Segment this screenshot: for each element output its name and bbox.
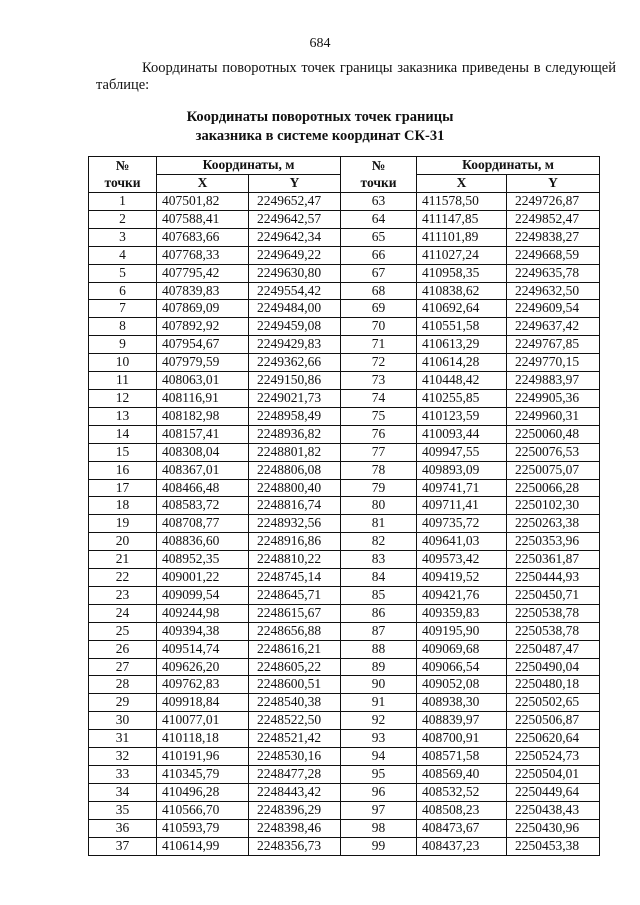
table-row [89,228,600,246]
x-value-cell: 407501,82 [157,193,249,211]
point-number-cell: 28 [89,676,157,694]
x-value-cell: 408473,67 [417,819,507,837]
y-value-cell: 2250444,93 [507,569,600,587]
y-value-cell: 2249770,15 [507,354,600,372]
x-value-cell: 408308,04 [157,443,249,461]
x-value-cell: 410838,62 [417,282,507,300]
y-value-cell: 2249642,57 [249,210,341,228]
point-number-cell: 84 [341,569,417,587]
y-value-cell: 2248916,86 [249,533,341,551]
y-value-cell: 2248443,42 [249,783,341,801]
x-value-cell: 409069,68 [417,640,507,658]
point-number-header [341,157,417,193]
point-number-cell: 31 [89,730,157,748]
y-value-cell: 2248656,88 [249,622,341,640]
table-row [89,300,600,318]
point-number-cell: 98 [341,819,417,837]
point-number-cell: 69 [341,300,417,318]
point-number-cell: 23 [89,586,157,604]
x-value-cell: 410496,28 [157,783,249,801]
y-value-cell: 2249150,86 [249,372,341,390]
table-row [89,210,600,228]
x-value-cell: 407869,09 [157,300,249,318]
x-value-cell: 409514,74 [157,640,249,658]
point-number-cell: 77 [341,443,417,461]
x-value-cell: 410255,85 [417,389,507,407]
x-value-cell: 408437,23 [417,837,507,855]
x-value-cell: 410093,44 [417,425,507,443]
x-value-cell: 409711,41 [417,497,507,515]
point-number-cell: 9 [89,336,157,354]
table-row [89,407,600,425]
coordinates-table [88,156,600,856]
coordinates-header-right: Координаты, м [417,157,600,175]
point-number-cell: 37 [89,837,157,855]
x-value-cell: 408952,35 [157,551,249,569]
y-value-cell: 2249649,22 [249,246,341,264]
intro-paragraph: Координаты поворотных точек границы заказника приведены в следующей таблице: [96,60,616,93]
x-value-cell: 409244,98 [157,604,249,622]
point-number-cell: 87 [341,622,417,640]
y-value-cell: 2249905,36 [507,389,600,407]
y-value-cell: 2249609,54 [507,300,600,318]
x-value-cell: 409626,20 [157,658,249,676]
point-number-cell: 15 [89,443,157,461]
point-number-cell: 4 [89,246,157,264]
x-value-cell: 409394,38 [157,622,249,640]
x-value-cell: 407795,42 [157,264,249,282]
x-value-cell: 408569,40 [417,766,507,784]
point-number-cell: 32 [89,748,157,766]
point-number-cell: 67 [341,264,417,282]
point-number-cell: 24 [89,604,157,622]
point-number-cell: 91 [341,694,417,712]
point-number-label: точки [360,174,397,190]
point-number-cell: 88 [341,640,417,658]
y-value-cell: 2250060,48 [507,425,600,443]
y-value-cell: 2249642,34 [249,228,341,246]
table-row [89,336,600,354]
x-value-cell: 408466,48 [157,479,249,497]
point-number-cell: 95 [341,766,417,784]
table-row [89,193,600,211]
x-value-cell: 410551,58 [417,318,507,336]
x-value-cell: 411578,50 [417,193,507,211]
point-number-cell: 82 [341,533,417,551]
x-value-cell: 409099,54 [157,586,249,604]
y-value-cell: 2249429,83 [249,336,341,354]
caption-line-2: заказника в системе координат СК-31 [195,128,445,144]
table-row [89,748,600,766]
point-number-cell: 65 [341,228,417,246]
table-row [89,551,600,569]
x-value-cell: 410345,79 [157,766,249,784]
x-column-header: X [417,175,507,193]
y-value-cell: 2248800,40 [249,479,341,497]
x-value-cell: 409052,08 [417,676,507,694]
x-value-cell: 409735,72 [417,515,507,533]
x-value-cell: 410448,42 [417,372,507,390]
table-row [89,372,600,390]
y-value-cell: 2248396,29 [249,801,341,819]
table-row [89,586,600,604]
y-value-cell: 2248398,46 [249,819,341,837]
point-number-cell: 81 [341,515,417,533]
table-row [89,246,600,264]
x-value-cell: 407954,67 [157,336,249,354]
y-value-cell: 2249635,78 [507,264,600,282]
table-row [89,819,600,837]
x-value-cell: 408938,30 [417,694,507,712]
y-value-cell: 2250066,28 [507,479,600,497]
point-number-cell: 16 [89,461,157,479]
point-number-cell: 64 [341,210,417,228]
table-row [89,389,600,407]
y-value-cell: 2249554,42 [249,282,341,300]
point-number-cell: 27 [89,658,157,676]
y-value-cell: 2250450,71 [507,586,600,604]
x-value-cell: 408508,23 [417,801,507,819]
x-value-cell: 410123,59 [417,407,507,425]
y-value-cell: 2250076,53 [507,443,600,461]
point-number-label: точки [104,174,141,190]
point-number-cell: 36 [89,819,157,837]
caption-line-1: Координаты поворотных точек границы [186,109,454,125]
point-number-cell: 2 [89,210,157,228]
x-value-cell: 409741,71 [417,479,507,497]
x-value-cell: 408583,72 [157,497,249,515]
y-value-cell: 2250430,96 [507,819,600,837]
point-number-cell: 92 [341,712,417,730]
y-value-cell: 2249459,08 [249,318,341,336]
y-value-cell: 2250438,43 [507,801,600,819]
x-value-cell: 409641,03 [417,533,507,551]
y-value-cell: 2250075,07 [507,461,600,479]
table-row [89,425,600,443]
x-value-cell: 408836,60 [157,533,249,551]
point-number-cell: 83 [341,551,417,569]
x-value-cell: 407892,92 [157,318,249,336]
y-value-cell: 2248958,49 [249,407,341,425]
y-value-cell: 2250502,65 [507,694,600,712]
x-value-cell: 411147,85 [417,210,507,228]
y-value-cell: 2248521,42 [249,730,341,748]
x-value-cell: 409421,76 [417,586,507,604]
x-value-cell: 409066,54 [417,658,507,676]
point-number-cell: 73 [341,372,417,390]
point-number-cell: 78 [341,461,417,479]
point-number-cell: 12 [89,389,157,407]
point-number-symbol: № [115,157,130,173]
point-number-cell: 79 [341,479,417,497]
x-value-cell: 407768,33 [157,246,249,264]
point-number-cell: 90 [341,676,417,694]
y-value-cell: 2249726,87 [507,193,600,211]
x-value-cell: 408839,97 [417,712,507,730]
y-value-cell: 2249852,47 [507,210,600,228]
x-value-cell: 410566,70 [157,801,249,819]
point-number-cell: 76 [341,425,417,443]
y-value-cell: 2248600,51 [249,676,341,694]
x-value-cell: 407979,59 [157,354,249,372]
point-number-cell: 75 [341,407,417,425]
point-number-cell: 17 [89,479,157,497]
table-row [89,622,600,640]
page-number: 684 [309,36,331,51]
x-value-cell: 410958,35 [417,264,507,282]
table-caption [0,108,640,146]
table-row [89,658,600,676]
point-number-cell: 10 [89,354,157,372]
point-number-cell: 7 [89,300,157,318]
x-value-cell: 409195,90 [417,622,507,640]
y-value-cell: 2250361,87 [507,551,600,569]
point-number-cell: 3 [89,228,157,246]
x-value-cell: 408157,41 [157,425,249,443]
point-number-cell: 85 [341,586,417,604]
point-number-cell: 1 [89,193,157,211]
x-value-cell: 409762,83 [157,676,249,694]
point-number-cell: 30 [89,712,157,730]
y-value-cell: 2250449,64 [507,783,600,801]
x-value-cell: 408367,01 [157,461,249,479]
y-value-cell: 2248616,21 [249,640,341,658]
point-number-cell: 80 [341,497,417,515]
point-number-cell: 5 [89,264,157,282]
table-row [89,801,600,819]
y-value-cell: 2249838,27 [507,228,600,246]
point-number-cell: 26 [89,640,157,658]
point-number-cell: 19 [89,515,157,533]
y-value-cell: 2248530,16 [249,748,341,766]
x-value-cell: 409893,09 [417,461,507,479]
table-row [89,515,600,533]
y-value-cell: 2249652,47 [249,193,341,211]
table-row [89,533,600,551]
y-value-cell: 2250538,78 [507,622,600,640]
y-value-cell: 2250480,18 [507,676,600,694]
y-value-cell: 2248477,28 [249,766,341,784]
y-value-cell: 2248645,71 [249,586,341,604]
y-value-cell: 2248522,50 [249,712,341,730]
x-value-cell: 408532,52 [417,783,507,801]
y-value-cell: 2249021,73 [249,389,341,407]
point-number-cell: 86 [341,604,417,622]
y-value-cell: 2248936,82 [249,425,341,443]
y-value-cell: 2250524,73 [507,748,600,766]
point-number-symbol: № [371,157,386,173]
y-value-cell: 2250620,64 [507,730,600,748]
x-value-cell: 408571,58 [417,748,507,766]
x-value-cell: 410118,18 [157,730,249,748]
y-value-cell: 2249883,97 [507,372,600,390]
point-number-cell: 14 [89,425,157,443]
y-column-header: Y [249,175,341,193]
y-value-cell: 2250506,87 [507,712,600,730]
y-value-cell: 2250490,04 [507,658,600,676]
point-number-cell: 99 [341,837,417,855]
table-row [89,783,600,801]
point-number-cell: 13 [89,407,157,425]
y-value-cell: 2250538,78 [507,604,600,622]
table-row [89,461,600,479]
y-value-cell: 2249362,66 [249,354,341,372]
point-number-cell: 96 [341,783,417,801]
y-value-cell: 2249637,42 [507,318,600,336]
point-number-cell: 89 [341,658,417,676]
y-value-cell: 2250504,01 [507,766,600,784]
y-value-cell: 2250453,38 [507,837,600,855]
point-number-cell: 74 [341,389,417,407]
table-row [89,837,600,855]
x-value-cell: 408116,91 [157,389,249,407]
y-value-cell: 2248810,22 [249,551,341,569]
point-number-cell: 63 [341,193,417,211]
x-value-cell: 410077,01 [157,712,249,730]
y-value-cell: 2248801,82 [249,443,341,461]
point-number-cell: 34 [89,783,157,801]
y-value-cell: 2250487,47 [507,640,600,658]
point-number-header [89,157,157,193]
point-number-cell: 35 [89,801,157,819]
y-column-header: Y [507,175,600,193]
point-number-cell: 68 [341,282,417,300]
table-row [89,676,600,694]
x-value-cell: 408063,01 [157,372,249,390]
point-number-cell: 18 [89,497,157,515]
x-column-header: X [157,175,249,193]
table-row [89,264,600,282]
x-value-cell: 410614,28 [417,354,507,372]
y-value-cell: 2250102,30 [507,497,600,515]
x-value-cell: 409001,22 [157,569,249,587]
x-value-cell: 409419,52 [417,569,507,587]
point-number-cell: 94 [341,748,417,766]
x-value-cell: 408700,91 [417,730,507,748]
y-value-cell: 2250353,96 [507,533,600,551]
table-row [89,443,600,461]
x-value-cell: 409359,83 [417,604,507,622]
y-value-cell: 2249632,50 [507,282,600,300]
y-value-cell: 2249484,00 [249,300,341,318]
y-value-cell: 2249630,80 [249,264,341,282]
table-row [89,730,600,748]
table-row [89,712,600,730]
x-value-cell: 408182,98 [157,407,249,425]
point-number-cell: 6 [89,282,157,300]
point-number-cell: 70 [341,318,417,336]
y-value-cell: 2248745,14 [249,569,341,587]
table-row [89,694,600,712]
table-row [89,766,600,784]
table-body [89,193,600,856]
table-row [89,318,600,336]
y-value-cell: 2248605,22 [249,658,341,676]
x-value-cell: 408708,77 [157,515,249,533]
point-number-cell: 97 [341,801,417,819]
point-number-cell: 71 [341,336,417,354]
point-number-cell: 66 [341,246,417,264]
x-value-cell: 407839,83 [157,282,249,300]
y-value-cell: 2249960,31 [507,407,600,425]
x-value-cell: 410593,79 [157,819,249,837]
table-row [89,282,600,300]
x-value-cell: 409947,55 [417,443,507,461]
table-row [89,497,600,515]
table-row [89,604,600,622]
y-value-cell: 2248932,56 [249,515,341,533]
y-value-cell: 2248816,74 [249,497,341,515]
y-value-cell: 2250263,38 [507,515,600,533]
y-value-cell: 2248356,73 [249,837,341,855]
point-number-cell: 21 [89,551,157,569]
table-row [89,354,600,372]
x-value-cell: 410191,96 [157,748,249,766]
x-value-cell: 410692,64 [417,300,507,318]
table-row [89,569,600,587]
x-value-cell: 411027,24 [417,246,507,264]
x-value-cell: 409573,42 [417,551,507,569]
point-number-cell: 8 [89,318,157,336]
x-value-cell: 410613,29 [417,336,507,354]
y-value-cell: 2249668,59 [507,246,600,264]
point-number-cell: 25 [89,622,157,640]
y-value-cell: 2249767,85 [507,336,600,354]
x-value-cell: 410614,99 [157,837,249,855]
table-row [89,640,600,658]
point-number-cell: 20 [89,533,157,551]
point-number-cell: 72 [341,354,417,372]
point-number-cell: 93 [341,730,417,748]
point-number-cell: 29 [89,694,157,712]
table-row [89,479,600,497]
y-value-cell: 2248615,67 [249,604,341,622]
point-number-cell: 33 [89,766,157,784]
x-value-cell: 407588,41 [157,210,249,228]
y-value-cell: 2248540,38 [249,694,341,712]
point-number-cell: 11 [89,372,157,390]
x-value-cell: 407683,66 [157,228,249,246]
coordinates-header-left: Координаты, м [157,157,341,175]
x-value-cell: 409918,84 [157,694,249,712]
point-number-cell: 22 [89,569,157,587]
y-value-cell: 2248806,08 [249,461,341,479]
x-value-cell: 411101,89 [417,228,507,246]
